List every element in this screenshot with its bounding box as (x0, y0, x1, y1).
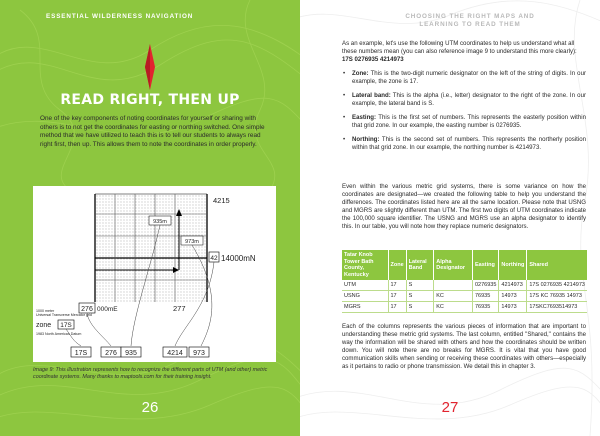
running-header-right (370, 13, 570, 29)
section-title: READ RIGHT, THEN UP (60, 92, 240, 108)
right-page (300, 0, 600, 436)
cell-northing: 14973 (499, 302, 527, 313)
list-item (342, 92, 586, 108)
definition-zone: This is the two-digit numeric designator on the left of the string of digits. In our example, the zone is 17. (352, 70, 586, 85)
header-alpha-designator: Alpha Designator (434, 250, 473, 280)
table-row (342, 291, 587, 302)
header-shared: Shared (527, 250, 587, 280)
cell-shared: 17S 0276935 4214973 (527, 280, 587, 291)
cell-lateral-band: S (406, 291, 434, 302)
header-easting: Easting (472, 250, 498, 280)
term-zone: Zone: (352, 70, 369, 77)
body-paragraph: Even within the various metric grid systems, there is some variance on how the coordinates are designated—we created the following table to help you understand the differences. The coordinates listed here are all the same location. Please note that USNG and MGRS are slightly different than UTM. The first two digits of UTM coordinates indicate the 100,000 square identifier. The USNG and MGRS use an alpha designator to identify this. In our table, you will note how they replace numeric designators. (342, 183, 586, 230)
cell-northing: 4214973 (499, 280, 527, 291)
table-row (342, 302, 587, 313)
zone-value: 17S (60, 322, 72, 329)
term-easting: Easting: (352, 114, 377, 121)
label-14000mn: 14000mN (221, 254, 256, 263)
cell-system: MGRS (342, 302, 388, 313)
intro-paragraph (342, 40, 586, 64)
cell-lateral-band: S (406, 280, 434, 291)
cell-alpha (434, 280, 473, 291)
cell-northing: 14973 (499, 291, 527, 302)
list-item (342, 114, 586, 130)
cell-alpha: KC (434, 302, 473, 313)
utm-grid-illustration (33, 186, 276, 362)
bottom-label-easting-meters: 935 (125, 350, 137, 357)
label-42: 42 (210, 255, 218, 262)
label-973m: 973m (185, 239, 199, 245)
cell-shared: 17SKC7693514973 (527, 302, 587, 313)
bottom-label-northing-prefix: 4214 (167, 350, 183, 357)
bottom-label-easting-prefix: 276 (105, 350, 117, 357)
bottom-label-northing-meters: 973 (193, 350, 205, 357)
zone-label: zone (36, 322, 52, 329)
cell-lateral-band: S (406, 302, 434, 313)
cell-easting: 76935 (472, 291, 498, 302)
cell-zone: 17 (388, 291, 406, 302)
intro-text: As an example, let's use the following UTM coordinates to help us understand what all these numbers mean (you can also reference image 9 to understand this more clearly): (342, 40, 577, 55)
cell-alpha: KC (434, 291, 473, 302)
cell-system: USNG (342, 291, 388, 302)
cell-system: UTM (342, 280, 388, 291)
list-item (342, 136, 586, 152)
running-header-line2: LEARNING TO READ THEM (419, 21, 521, 28)
definition-northing: This is the second set of numbers. This represents the northerly position within that grid zone. In our example, the northing number is 4214973. (352, 136, 586, 151)
table-header-row (342, 250, 587, 280)
body-text: One of the key components of noting coordinates for yourself or sharing with others is to not get the coordinates for easting or northing switched. One simple method that we have utilized to teach this is to tell our students to always read right first, then up. This allows them to note the coordinates in order properly. (40, 115, 265, 148)
table-row (342, 280, 587, 291)
header-lateral-band: Lateral Band (406, 250, 434, 280)
legend-line1: 1000 meter (36, 309, 55, 313)
cell-easting: 0276935 (472, 280, 498, 291)
label-276: 276 (81, 306, 93, 313)
cell-zone: 17 (388, 302, 406, 313)
list-item (342, 70, 586, 86)
intro-coordinates: 17S 0276935 4214973 (342, 56, 404, 63)
header-zone: Zone (388, 250, 406, 280)
label-000me: 000mE (97, 306, 118, 313)
page-number-right: 27 (441, 399, 459, 416)
label-4215: 4215 (213, 196, 230, 205)
datum-label: 1983 North American Datum (36, 332, 82, 336)
cell-easting: 76935 (472, 302, 498, 313)
header-location: Tatar Knob Tower Bath County, Kentucky (342, 250, 388, 280)
term-lateral-band: Lateral band: (352, 92, 391, 99)
figure-caption: Image 9: This illustration represents how to recognize the different parts of UTM (and other) metric coordinate systems. Many thanks to maptools.com for their training insight. (33, 367, 268, 381)
definition-list (342, 70, 586, 158)
body-paragraph: Each of the columns represents the various pieces of information that are important to understanding these metric grid systems. The last column, entitled "Shared," contains the way the information will be shared with others and how the coordinates should be written down. You will note there are no breaks for MGRS. It is vital that you have good communication skills when sending or receiving these coordinates with others—especially as it pertains to radio or phone transmission. We detail this in chapter 3. (342, 323, 586, 370)
bottom-label-zone: 17S (74, 350, 88, 357)
cell-shared: 17S KC 76935 14973 (527, 291, 587, 302)
north-arrow-icon (144, 44, 156, 90)
label-277: 277 (173, 304, 186, 313)
label-935m: 935m (153, 219, 167, 225)
cell-zone: 17 (388, 280, 406, 291)
running-header: ESSENTIAL WILDERNESS NAVIGATION (46, 13, 194, 20)
page-number-left: 26 (141, 399, 159, 416)
definition-lateral-band: This is the alpha (i.e., letter) designator to the right of the zone. In our example, the lateral band is S. (352, 92, 586, 107)
header-northing: Northing (499, 250, 527, 280)
utm-figure (33, 186, 276, 362)
legend-line2: Universal Transverse Mercator grid (36, 313, 92, 317)
running-header-line1: CHOOSING THE RIGHT MAPS AND (405, 13, 535, 20)
coordinate-systems-table (342, 250, 587, 313)
definition-easting: This is the first set of numbers. This represents the easterly position within that grid zone. In our example, the easting number is 0276935. (352, 114, 586, 129)
term-northing: Northing: (352, 136, 380, 143)
